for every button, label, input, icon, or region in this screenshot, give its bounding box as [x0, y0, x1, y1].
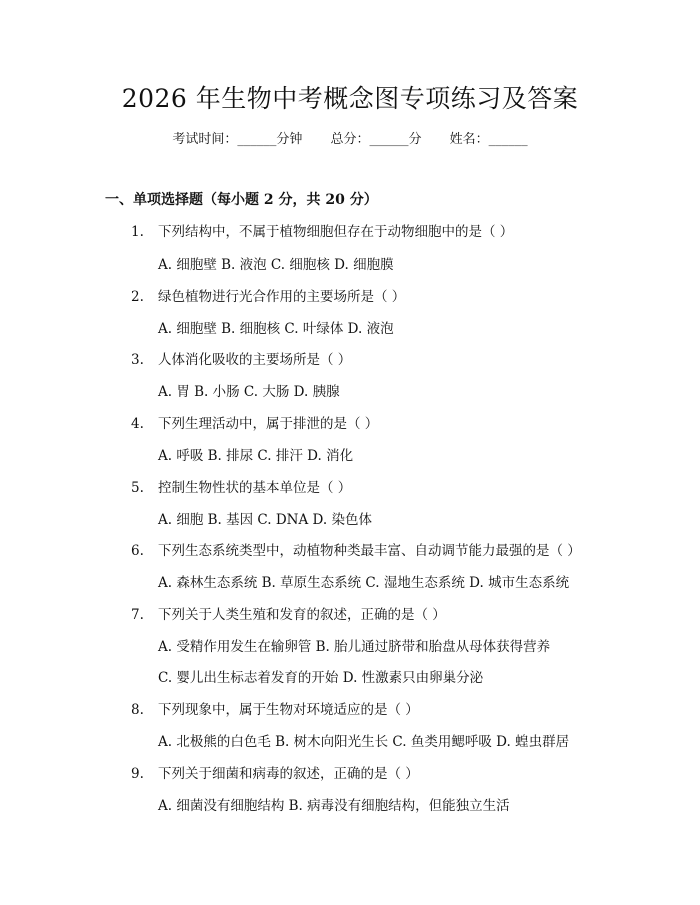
question-number: 9. — [131, 766, 144, 782]
question-text: 控制生物性状的基本单位是（ ） — [158, 480, 352, 496]
question-text: 下列关于人类生殖和发育的叙述，正确的是（ ） — [158, 607, 446, 623]
question-options: A. 细胞壁 B. 液泡 C. 细胞核 D. 细胞膜 — [158, 257, 394, 273]
exam-time-field: 考试时间：______分钟 — [172, 132, 303, 147]
question-number: 7. — [131, 607, 144, 623]
question-text: 人体消化吸收的主要场所是（ ） — [158, 352, 352, 368]
question-text: 绿色植物进行光合作用的主要场所是（ ） — [158, 289, 406, 305]
section-heading-single-choice: 一、单项选择题（每小题 2 分，共 20 分） — [105, 192, 378, 208]
question-text: 下列关于细菌和病毒的叙述，正确的是（ ） — [158, 766, 419, 782]
question-number: 5. — [131, 480, 144, 496]
student-name-field: 姓名：______ — [449, 132, 528, 147]
question-options: A. 受精作用发生在输卵管 B. 胎儿通过脐带和胎盘从母体获得营养 — [158, 639, 551, 655]
question-number: 2. — [131, 289, 144, 305]
question-options: A. 细菌没有细胞结构 B. 病毒没有细胞结构，但能独立生活 — [158, 798, 510, 814]
document-title: 2026 年生物中考概念图专项练习及答案 — [121, 84, 579, 113]
exam-info-line — [0, 130, 700, 150]
question-number: 6. — [131, 543, 144, 559]
question-options: A. 胃 B. 小肠 C. 大肠 D. 胰腺 — [158, 384, 340, 400]
question-text: 下列生理活动中，属于排泄的是（ ） — [158, 416, 379, 432]
question-options: C. 婴儿出生标志着发育的开始 D. 性激素只由卵巢分泌 — [158, 670, 484, 686]
question-options: A. 细胞壁 B. 细胞核 C. 叶绿体 D. 液泡 — [158, 321, 394, 337]
total-score-field: 总分：______分 — [330, 132, 422, 147]
question-number: 1. — [131, 224, 144, 240]
question-options: A. 细胞 B. 基因 C. DNA D. 染色体 — [158, 512, 372, 528]
question-text: 下列生态系统类型中，动植物种类最丰富、自动调节能力最强的是（ ） — [158, 543, 581, 559]
question-number: 8. — [131, 702, 144, 718]
question-options: A. 北极熊的白色毛 B. 树木向阳光生长 C. 鱼类用鳃呼吸 D. 蝗虫群居 — [158, 734, 570, 750]
question-text: 下列结构中，不属于植物细胞但存在于动物细胞中的是（ ） — [158, 224, 514, 240]
question-number: 3. — [131, 352, 144, 368]
question-text: 下列现象中，属于生物对环境适应的是（ ） — [158, 702, 419, 718]
question-options: A. 森林生态系统 B. 草原生态系统 C. 湿地生态系统 D. 城市生态系统 — [158, 575, 570, 591]
question-number: 4. — [131, 416, 144, 432]
question-options: A. 呼吸 B. 排尿 C. 排汗 D. 消化 — [158, 448, 354, 464]
